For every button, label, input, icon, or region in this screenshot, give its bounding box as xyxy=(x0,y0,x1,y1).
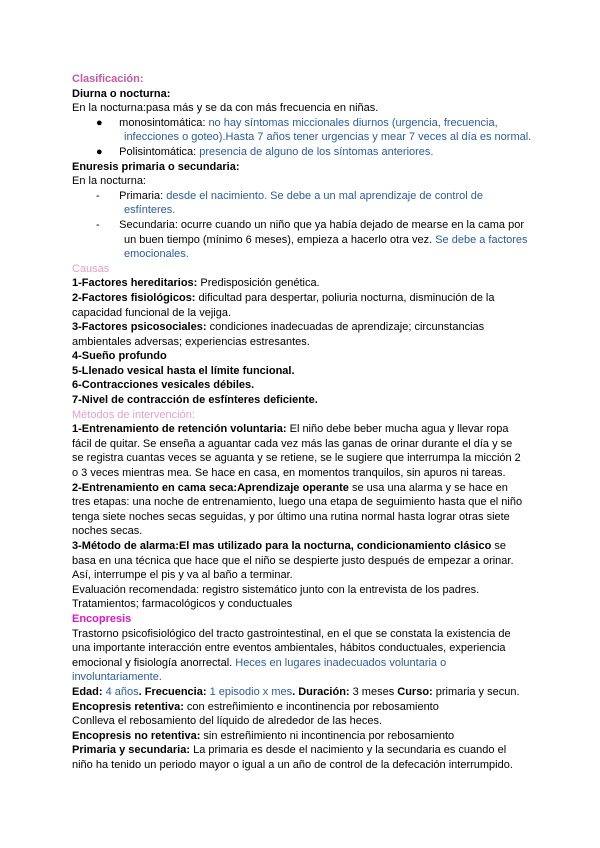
diurna-text: En la nocturna:pasa más y se da con más frecuencia en niñas. xyxy=(72,102,379,115)
causa-3-cont: ambientales adversas; experiencias estresantes. xyxy=(72,335,310,348)
frecuencia-value: 1 episodio x mes xyxy=(206,685,293,698)
edad-label: Edad: xyxy=(72,685,103,698)
primaria-label: Primaria: xyxy=(119,189,167,202)
secundaria-text-cont xyxy=(72,233,532,248)
causa-1-label: 1-Factores hereditarios: xyxy=(72,277,201,290)
encopresis-criterios xyxy=(72,685,532,700)
encopresis-no-retentiva xyxy=(72,729,532,744)
causa-2 xyxy=(72,291,532,306)
causa-5: 5-Llenado vesical hasta el límite funcional. xyxy=(72,364,295,377)
causa-7: 7-Nivel de contracción de esfínteres deficiente. xyxy=(72,394,318,407)
encopresis-l2: una importante interacción entre eventos ambientales, hábitos conductuales, experiencia xyxy=(72,642,506,655)
primaria-secundaria xyxy=(72,743,532,758)
encopresis-l3-black: emocional y fisiología anorrectal. xyxy=(72,656,236,669)
primaria-text-cont: esfínteres. xyxy=(124,204,176,217)
primaria-text: desde el nacimiento. Se debe a un mal aprendizaje de control de xyxy=(166,189,483,202)
list-item-secundaria xyxy=(72,218,532,233)
causa-2-label: 2-Factores fisiológicos: xyxy=(72,291,196,304)
encopresis-retentiva-l2: Conlleva el rebosamiento del líquido de alrededor de las heces. xyxy=(72,715,383,728)
enuresis-heading: Enuresis primaria o secundaria: xyxy=(72,160,240,173)
metodo-3-label: 3-Método de alarma:El mas utilizado para la nocturna, condicionamiento clásico xyxy=(72,540,492,552)
metodo-1-l4: o 3 veces mientras mea. Se hace en casa, en momentos tranquilos, sin apuros ni tareas. xyxy=(72,467,506,480)
causa-6: 6-Contracciones vesicales débiles. xyxy=(72,379,255,392)
mono-label: monosintomática: xyxy=(119,116,209,129)
poli-label: Polisintomática: xyxy=(119,145,200,158)
list-item-monosintomatica xyxy=(72,116,532,131)
causa-3-label: 3-Factores psicosociales: xyxy=(72,321,207,334)
primaria-secundaria-label: Primaria y secundaria: xyxy=(72,744,191,757)
frecuencia-label: . Frecuencia: xyxy=(138,685,207,698)
curso-label: Curso: xyxy=(397,685,433,698)
dash-icon: - xyxy=(96,189,100,202)
secundaria-text-blue: Se debe a factores xyxy=(435,233,528,246)
poli-text: presencia de alguno de los síntomas anteriores. xyxy=(199,145,434,158)
list-item-primaria xyxy=(72,189,532,204)
retentiva-label: Encopresis retentiva: xyxy=(72,700,184,713)
encopresis-l4: involuntariamente. xyxy=(72,671,162,684)
mono-text: no hay síntomas miccionales diurnos (urgencia, frecuencia, xyxy=(208,116,498,129)
secundaria-text-cont2: emocionales. xyxy=(124,248,189,261)
metodo-2 xyxy=(72,481,532,496)
metodo-3-l3: Así, interrumpe el pis y va al baño a terminar. xyxy=(72,569,293,582)
causa-2-cont: capacidad funcional de la vejiga. xyxy=(72,306,232,319)
metodo-1 xyxy=(72,422,532,437)
secundaria-text-black: un buen tiempo (mínimo 6 meses), empieza a hacerlo otra vez. xyxy=(124,233,436,246)
secundaria-text: Secundaria: ocurre cuando un niño que ya había dejado de mearse en la cama por xyxy=(119,218,525,231)
primaria-secundaria-l2: niño ha tenido un periodo mayor o igual a un año de control de la defecación interrumpido. xyxy=(72,758,513,771)
causa-1 xyxy=(72,276,532,291)
causas-heading: Causas xyxy=(72,262,110,275)
causa-3 xyxy=(72,320,532,335)
metodo-2-l2: tres etapas: una noche de entrenamiento, luego una etapa de seguimiento hasta que el niño xyxy=(72,496,523,509)
metodo-2-label: 2-Entrenamiento en cama seca:Aprendizaje operante xyxy=(72,481,349,494)
dash-icon: - xyxy=(96,218,100,231)
metodo-1-l3: se registra cuantas veces se aguanta y se retiene, se le sugiere que interrumpa la micción 2 xyxy=(72,452,521,465)
curso-value: primaria y secun. xyxy=(432,685,520,698)
encopresis-retentiva xyxy=(72,700,532,715)
tratamientos-text: Tratamientos; farmacológicos y conductuales xyxy=(72,598,293,611)
causa-2-text: dificultad para despertar, poliuria nocturna, disminución de la xyxy=(195,291,495,304)
clasificacion-heading: Clasificación: xyxy=(72,73,144,85)
metodo-3-l2: basa en una técnica que hace que el niño se despierte justo después de empezar a orinar. xyxy=(72,554,514,567)
encopresis-heading: Encopresis xyxy=(72,612,132,625)
duracion-value: 3 meses xyxy=(349,685,398,698)
metodo-3-text: se xyxy=(491,540,507,552)
metodos-heading: Métodos de intervención: xyxy=(72,408,195,421)
metodo-2-text: se usa una alarma y se hace en xyxy=(348,481,508,494)
bullet-icon: ● xyxy=(96,116,103,129)
metodo-1-label: 1-Entrenamiento de retención voluntaria: xyxy=(72,423,287,436)
causa-1-text: Predisposición genética. xyxy=(200,277,320,290)
evaluacion-text: Evaluación recomendada: registro sistemático junto con la entrevista de los padres. xyxy=(72,583,480,596)
metodo-2-l4: noches secas. xyxy=(72,525,143,538)
list-item-polisintomatica xyxy=(72,145,532,160)
primaria-secundaria-text: La primaria es desde el nacimiento y la secundaria es cuando el xyxy=(190,744,507,757)
causa-4: 4-Sueño profundo xyxy=(72,350,167,363)
encopresis-l1: Trastorno psicofisiológico del tracto gastrointestinal, en el que se constata la existencia de xyxy=(72,627,511,640)
metodo-2-l3: tenga siete noches secas seguidas, y por último una rutina normal hasta lograr otras siete xyxy=(72,510,510,523)
no-retentiva-text: sin estreñimiento ni incontinencia por rebosamiento xyxy=(200,729,455,742)
retentiva-text: con estreñimiento e incontinencia por rebosamiento xyxy=(183,700,439,713)
mono-text-cont: infecciones o goteo).Hasta 7 años tener urgencias y mear 7 veces al día es normal. xyxy=(124,131,532,144)
encopresis-l3 xyxy=(72,656,532,671)
metodo-1-l2: fácil de quitar. Se enseña a aguantar cada vez más las ganas de orinar durante el día y se xyxy=(72,437,513,450)
duracion-label: . Duración: xyxy=(292,685,350,698)
metodo-3 xyxy=(72,539,532,554)
causa-3-text: condiciones inadecuadas de aprendizaje; circunstancias xyxy=(206,321,485,334)
enuresis-text: En la nocturna: xyxy=(72,175,146,188)
diurna-heading: Diurna o nocturna: xyxy=(72,87,171,100)
document-page xyxy=(72,72,532,773)
edad-value: 4 años xyxy=(102,685,139,698)
encopresis-l3-blue: Heces en lugares inadecuados voluntaria o xyxy=(235,656,447,669)
no-retentiva-label: Encopresis no retentiva: xyxy=(72,729,201,742)
metodo-1-text: El niño debe beber mucha agua y llevar ropa xyxy=(286,423,509,436)
bullet-icon: ● xyxy=(96,145,103,158)
